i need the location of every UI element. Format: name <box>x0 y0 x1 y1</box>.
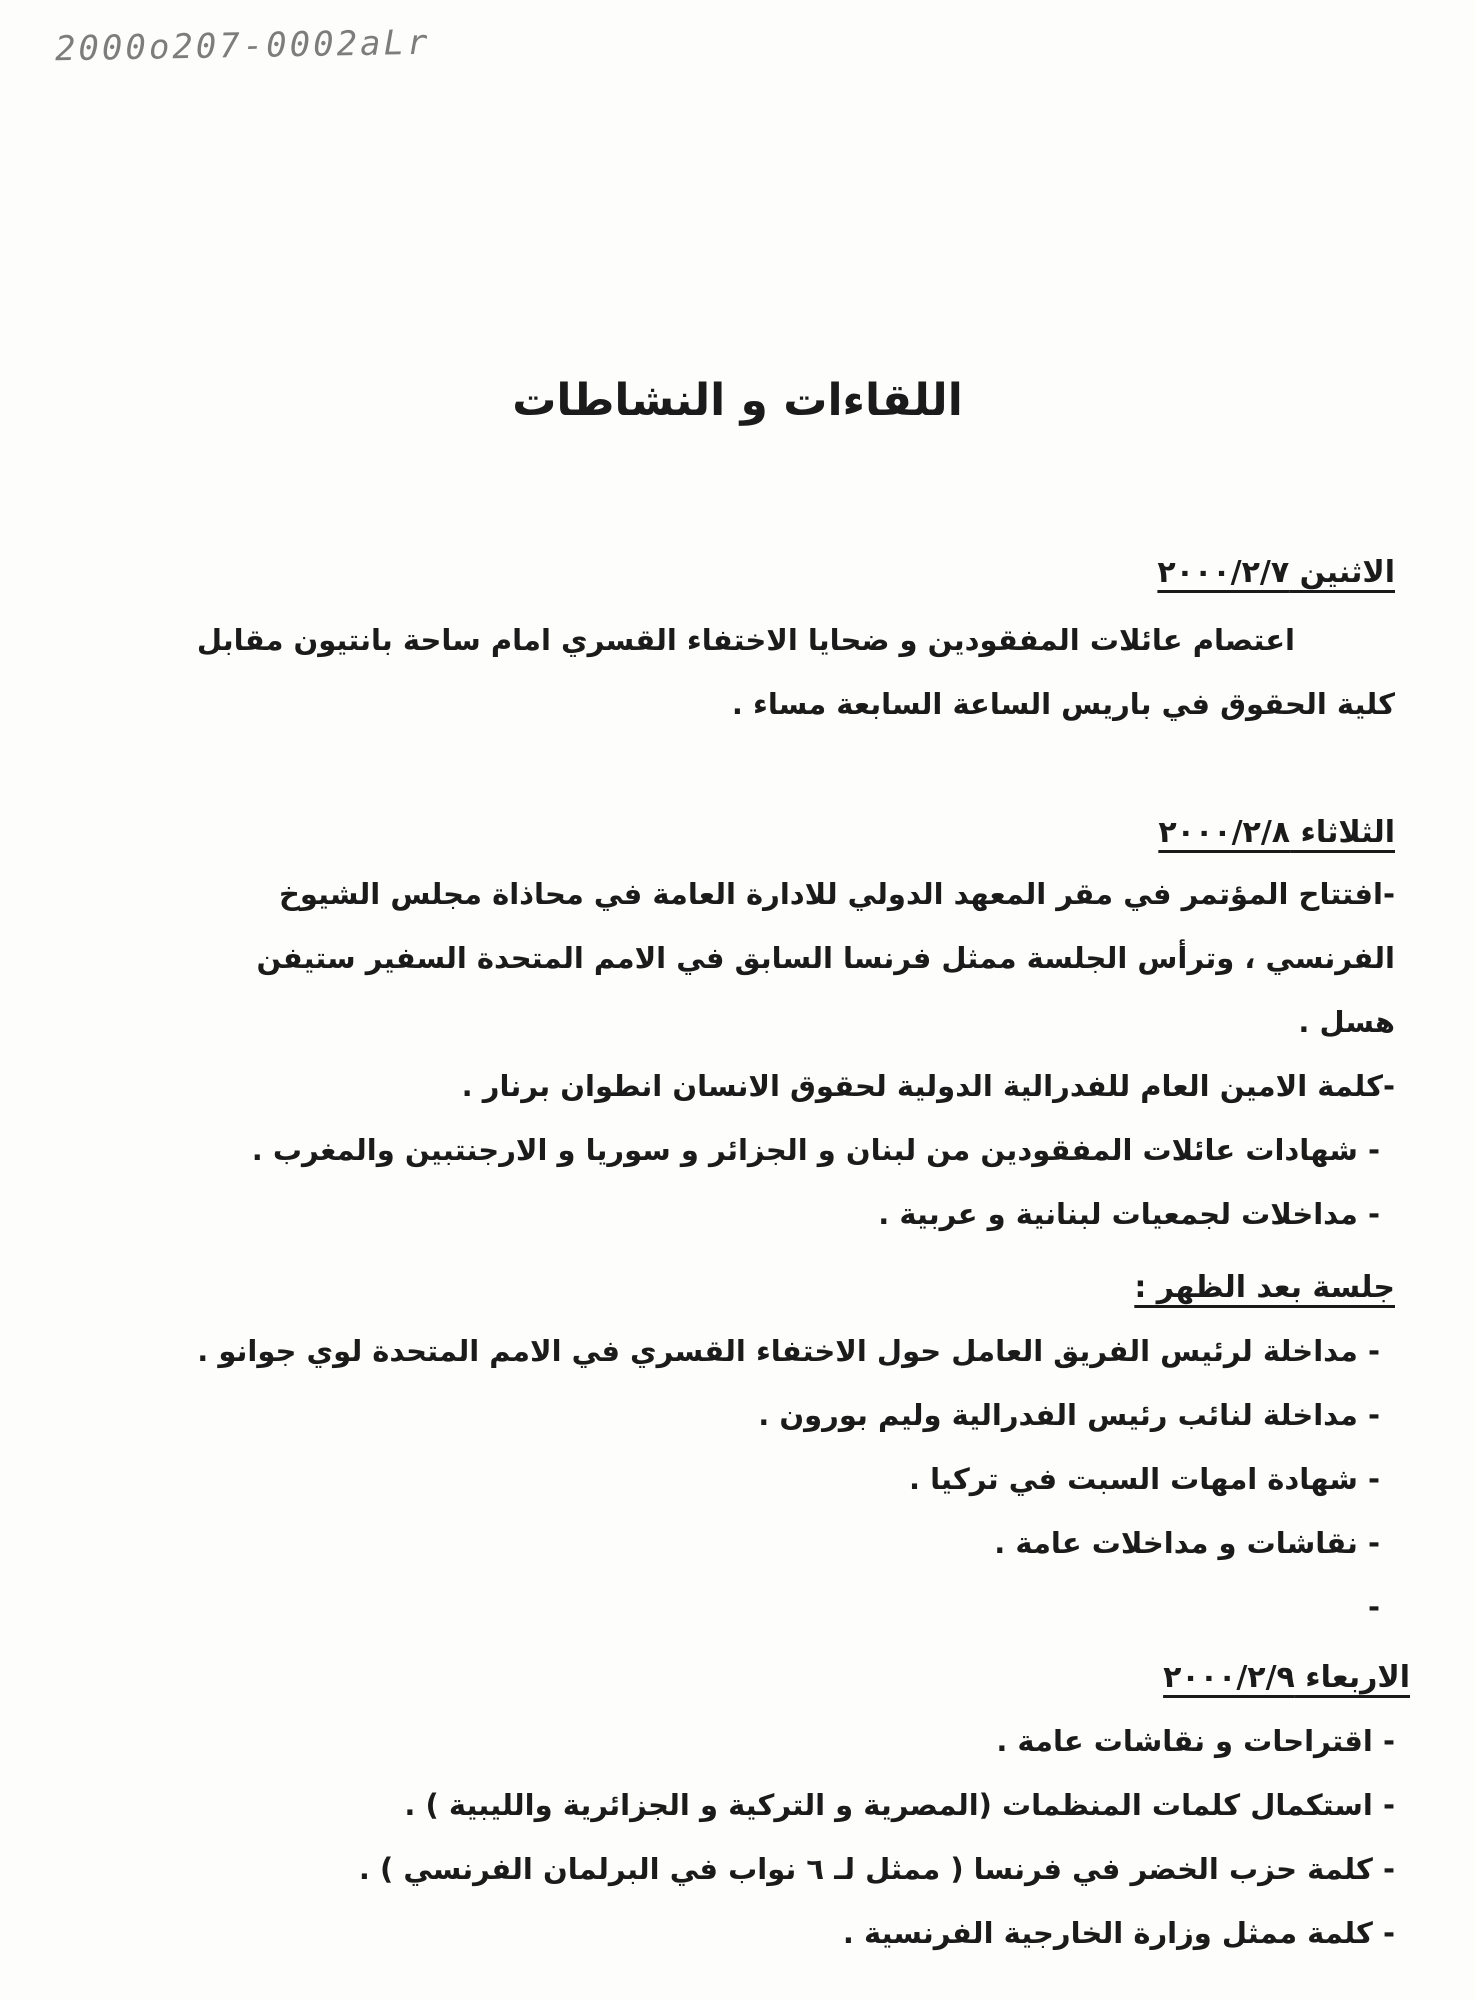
date-heading-wednesday: الاربعاء ٢٠٠٠/٢/٩ <box>1163 1660 1410 1695</box>
afternoon-item-1: - مداخلة لرئيس الفريق العامل حول الاختفاء القسري في الامم المتحدة لوي جوانو . <box>197 1334 1380 1368</box>
page-title: اللقاءات و النشاطات <box>512 375 963 426</box>
wednesday-item-2: - استكمال كلمات المنظمات (المصرية و التركية و الجزائرية والليبية ) . <box>404 1788 1395 1822</box>
section-wednesday <box>180 1660 1410 1965</box>
tuesday-item-1: -افتتاح المؤتمر في مقر المعهد الدولي للادارة العامة في محاذاة مجلس الشيوخ الفرنسي ، وترأس الجلسة ممثل فرنسا السابق في الامم المتحدة السفير ستيفن هسل . <box>256 877 1395 1039</box>
wednesday-item-3: - كلمة حزب الخضر في فرنسا ( ممثل لـ ٦ نواب في البرلمان الفرنسي ) . <box>358 1852 1395 1886</box>
afternoon-item-2: - مداخلة لنائب رئيس الفدرالية وليم بورون . <box>758 1398 1380 1432</box>
monday-text: اعتصام عائلات المفقودين و ضحايا الاختفاء القسري امام ساحة بانتيون مقابل كلية الحقوق في باريس الساعة السابعة مساء . <box>196 623 1395 721</box>
afternoon-item-4: - نقاشات و مداخلات عامة . <box>994 1526 1380 1560</box>
afternoon-item-5: - <box>1367 1590 1380 1624</box>
date-heading-tuesday: الثلاثاء ٢٠٠٠/٢/٨ <box>1158 815 1395 850</box>
afternoon-heading: جلسة بعد الظهر : <box>1134 1270 1395 1305</box>
tuesday-item-2: -كلمة الامين العام للفدرالية الدولية لحقوق الانسان انطوان برنار . <box>461 1069 1395 1103</box>
date-heading-monday: الاثنين ٢٠٠٠/٢/٧ <box>1157 555 1395 590</box>
tuesday-item-4: - مداخلات لجمعيات لبنانية و عربية . <box>878 1197 1380 1231</box>
afternoon-item-3: - شهادة امهات السبت في تركيا . <box>909 1462 1380 1496</box>
section-monday <box>180 555 1395 736</box>
handwritten-reference: 2000o207-0002aLr <box>54 22 431 70</box>
wednesday-list <box>180 1709 1395 1965</box>
wednesday-item-1: - اقتراحات و نقاشات عامة . <box>996 1724 1395 1758</box>
afternoon-list <box>180 1319 1380 1639</box>
wednesday-item-4: - كلمة ممثل وزارة الخارجية الفرنسية . <box>842 1916 1395 1950</box>
section-tuesday <box>180 815 1395 1246</box>
tuesday-item-3: - شهادات عائلات المفقودين من لبنان و الجزائر و سوريا و الارجنتبين والمغرب . <box>251 1133 1380 1167</box>
section-afternoon <box>180 1270 1395 1639</box>
